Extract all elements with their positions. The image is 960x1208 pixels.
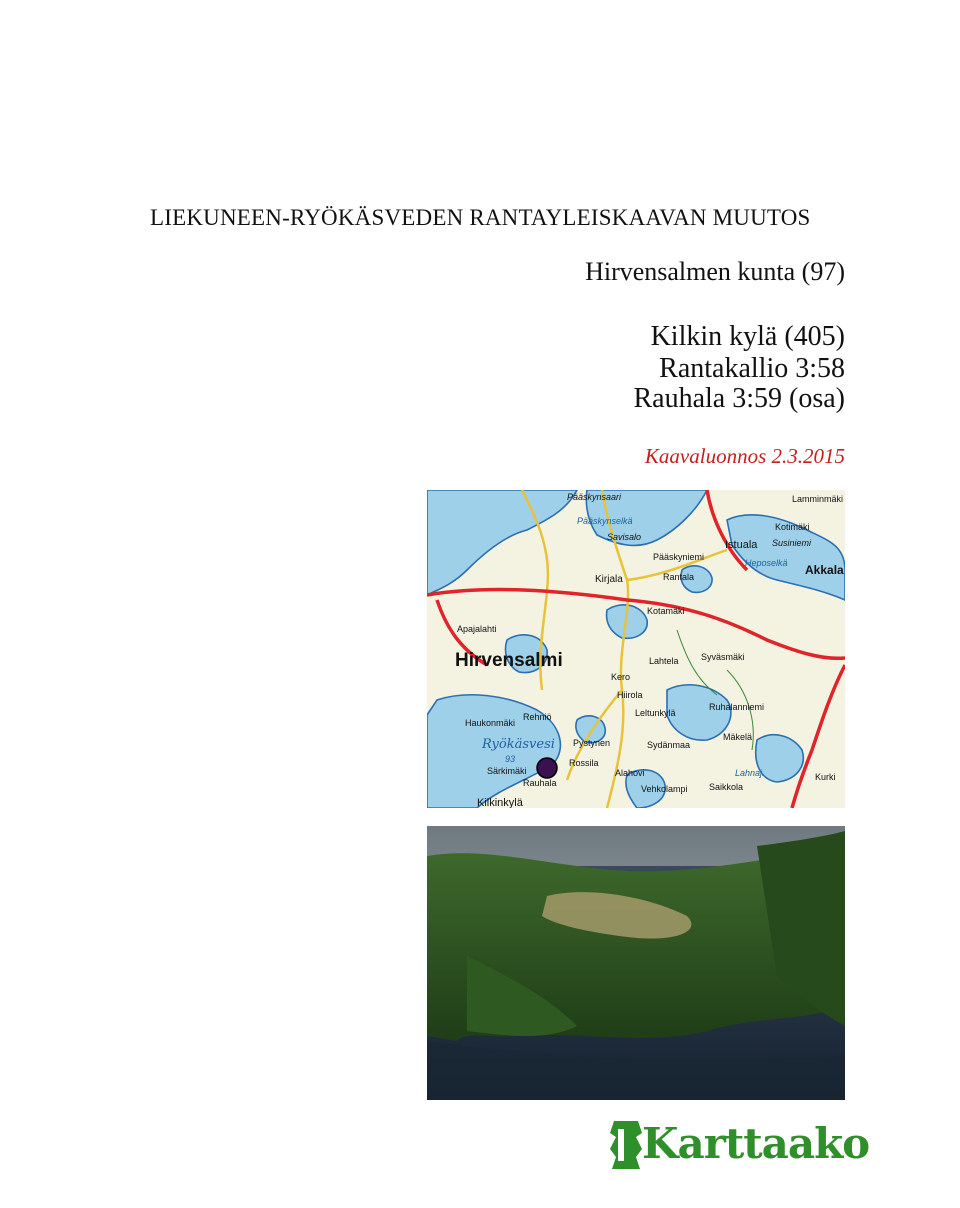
map-label-lahtela: Lahtela: [649, 656, 679, 666]
map-label-kotimaki: Kotimäki: [775, 522, 810, 532]
map-label-istuala: Istuala: [725, 539, 758, 551]
map-label-rantala: Rantala: [663, 572, 695, 582]
map-label-susiniemi: Susiniemi: [772, 538, 812, 548]
map-label-kilkinkyla: Kilkinkylä: [477, 797, 523, 808]
municipality-line: Hirvensalmen kunta (97): [585, 257, 845, 286]
map-label-lahnaj: Lahnaj.: [735, 768, 765, 778]
map-label-vehkolampi: Vehkolampi: [641, 784, 688, 794]
map-label-kero: Kero: [611, 672, 631, 682]
map-label-syvasmaki: Syväsmäki: [701, 652, 745, 662]
logo-emblem-icon: [606, 1115, 646, 1175]
map-label-leltunkyla: Leltunkylä: [635, 708, 676, 718]
map-label-apajalahti: Apajalahti: [457, 624, 497, 634]
map-label-rossila: Rossila: [569, 758, 599, 768]
map-label-ruhalanniemi: Ruhalanniemi: [709, 702, 765, 712]
map-label-hiirola: Hiirola: [617, 690, 643, 700]
map-label-lamminmaki: Lamminmäki: [792, 494, 844, 504]
draft-date-label: Kaavaluonnos 2.3.2015: [644, 444, 845, 468]
map-graphic: [427, 490, 845, 808]
map-label-kurki: Kurki: [815, 772, 836, 782]
map-label-rauhala: Rauhala: [523, 778, 557, 788]
map-label-paaskynsaari: Pääskynsaari: [567, 492, 622, 502]
map-label-haukonmaki: Haukonmäki: [465, 718, 516, 728]
map-label-rehnio: Rehniö: [523, 712, 552, 722]
property-line-1: Rantakallio 3:58: [659, 353, 845, 384]
village-line: Kilkin kylä (405): [650, 321, 845, 352]
aerial-photo: [427, 826, 845, 1100]
logo-text: Karttaako: [642, 1119, 870, 1168]
map-label-pystynen: Pystynen: [573, 738, 611, 748]
map-label-kirjala: Kirjala: [595, 574, 623, 585]
document-title: LIEKUNEEN-RYÖKÄSVEDEN RANTAYLEISKAAVAN MUUTOS: [150, 205, 811, 230]
map-label-savisalo: Savisalo: [607, 532, 642, 542]
map-label-hirvensalmi: Hirvensalmi: [455, 650, 563, 671]
map-label-sarkimaki: Särkimäki: [487, 766, 527, 776]
map-label-ryokasvesi: Ryökäsvesi: [482, 737, 555, 752]
map-label-kotamaki: Kotamäki: [647, 606, 685, 616]
map-label-heposelka: Heposelkä: [745, 558, 788, 568]
property-line-2: Rauhala 3:59 (osa): [633, 383, 845, 414]
location-map: [427, 490, 845, 808]
map-label-sydanmaa: Sydänmaa: [647, 740, 691, 750]
map-label-saikkola: Saikkola: [709, 782, 744, 792]
map-label-road-number: 93: [505, 754, 516, 764]
karttaako-logo: [606, 1115, 870, 1175]
map-label-makela: Mäkelä: [723, 732, 753, 742]
map-label-akkala: Akkala: [805, 563, 844, 577]
map-label-paaskyniemi: Pääskyniemi: [653, 552, 705, 562]
map-label-paaskynselka: Pääskynselkä: [577, 516, 633, 526]
aerial-photo-graphic: [427, 826, 845, 1100]
property-location-marker: [537, 758, 557, 778]
map-label-alahovi: Alahovi: [615, 768, 645, 778]
